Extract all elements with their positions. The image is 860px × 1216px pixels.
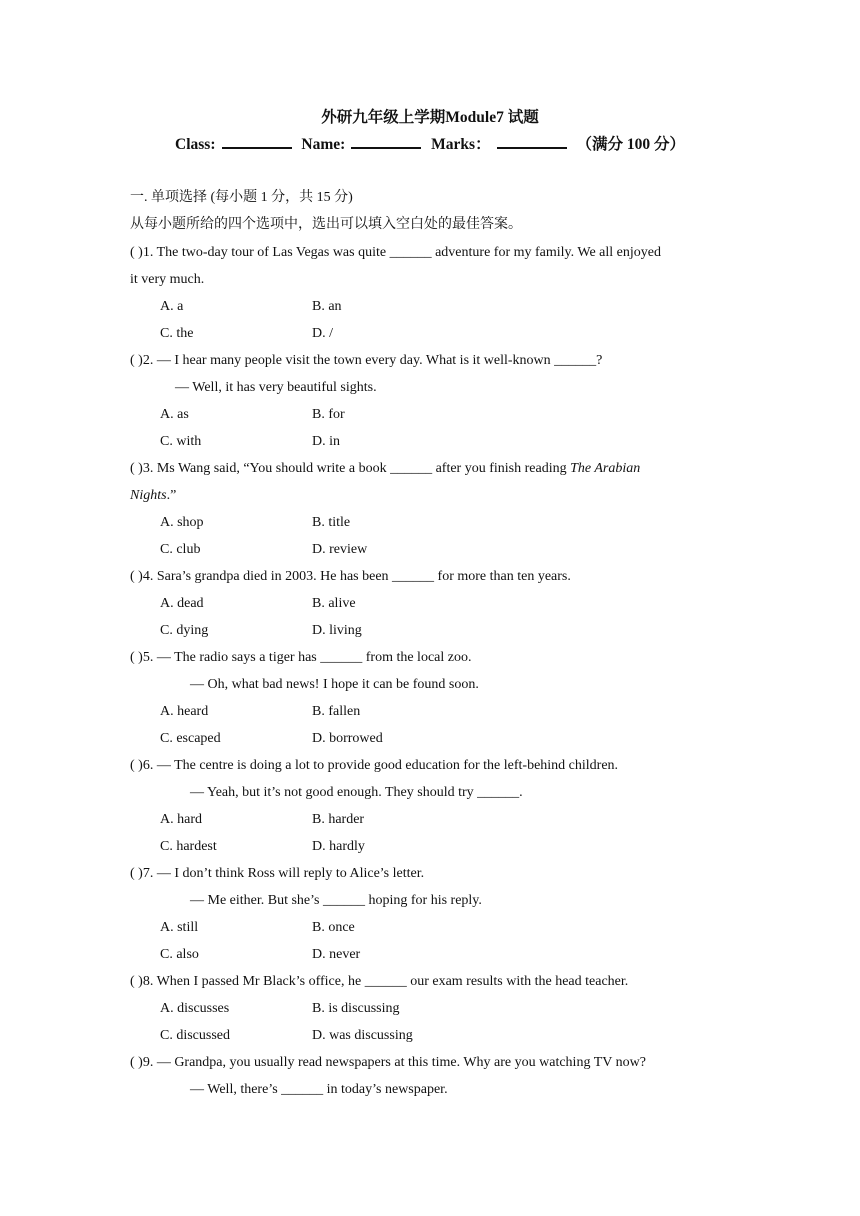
section-heading: 一. 单项选择 (每小题 1 分，共 15 分) [130, 190, 353, 205]
question-3-option-d: D. review [312, 542, 368, 557]
question-3-text: ( )3. Ms Wang said, “You should write a book ______ after you finish reading [130, 461, 571, 476]
question-5-option-b: B. fallen [312, 704, 361, 719]
question-6-option-d: D. hardly [312, 839, 365, 854]
question-6-line-2: — Yeah, but it’s not good enough. They should try ______. [190, 785, 523, 800]
question-5-option-a: A. heard [160, 704, 209, 719]
question-5-option-c: C. escaped [160, 731, 221, 746]
question-4-option-d: D. living [312, 623, 362, 638]
question-8-option-a: A. discusses [160, 1001, 230, 1016]
question-2-option-c: C. with [160, 434, 202, 449]
question-2-option-b: B. for [312, 407, 345, 422]
question-3-closing: .” [166, 488, 177, 503]
name-label: Name: [301, 136, 346, 153]
question-3-option-c: C. club [160, 542, 201, 557]
question-8-option-d: D. was discussing [312, 1028, 413, 1043]
question-4-option-a: A. dead [160, 596, 204, 611]
document-title: 外研九年级上学期Module7 试题 [321, 109, 539, 126]
question-9-line-1: ( )9. — Grandpa, you usually read newspapers at this time. Why are you watching TV now? [130, 1055, 646, 1070]
question-7-option-c: C. also [160, 947, 199, 962]
book-title-part-2: Nights [130, 488, 167, 503]
question-8-line-1: ( )8. When I passed Mr Black’s office, he ______ our exam results with the head teacher. [130, 974, 629, 989]
full-score-label: （满分 100 分） [576, 136, 685, 153]
question-7-option-a: A. still [160, 920, 199, 935]
marks-blank [497, 135, 567, 149]
question-1-option-b: B. an [312, 299, 342, 314]
question-4-line-1: ( )4. Sara’s grandpa died in 2003. He has been ______ for more than ten years. [130, 569, 571, 584]
question-6-line-1: ( )6. — The centre is doing a lot to provide good education for the left-behind children. [130, 758, 619, 773]
question-8-option-c: C. discussed [160, 1028, 230, 1043]
question-8-option-b: B. is discussing [312, 1001, 400, 1016]
class-label: Class: [175, 136, 216, 153]
question-7-line-2: — Me either. But she’s ______ hoping for his reply. [190, 893, 482, 908]
question-3-option-b: B. title [312, 515, 351, 530]
question-5-option-d: D. borrowed [312, 731, 383, 746]
question-7-line-1: ( )7. — I don’t think Ross will reply to Alice’s letter. [130, 866, 425, 881]
class-blank [222, 135, 292, 149]
question-7-option-b: B. once [312, 920, 355, 935]
question-3-option-a: A. shop [160, 515, 204, 530]
question-6-option-c: C. hardest [160, 839, 217, 854]
question-9-line-2: — Well, there’s ______ in today’s newspaper. [190, 1082, 448, 1097]
question-1-line-2: it very much. [130, 272, 205, 287]
question-6-option-b: B. harder [312, 812, 365, 827]
question-2-line-2: — Well, it has very beautiful sights. [175, 380, 377, 395]
question-4-option-b: B. alive [312, 596, 356, 611]
question-2-line-1: ( )2. — I hear many people visit the town every day. What is it well-known ______? [130, 353, 603, 368]
question-2-option-a: A. as [160, 407, 189, 422]
question-6-option-a: A. hard [160, 812, 202, 827]
question-2-option-d: D. in [312, 434, 340, 449]
question-1-option-a: A. a [160, 299, 184, 314]
student-info-row [0, 134, 860, 156]
question-5-line-2: — Oh, what bad news! I hope it can be found soon. [190, 677, 479, 692]
question-3-line-1 [130, 459, 735, 479]
name-blank [351, 135, 421, 149]
question-5-line-1: ( )5. — The radio says a tiger has ______ from the local zoo. [130, 650, 472, 665]
question-7-option-d: D. never [312, 947, 361, 962]
question-4-option-c: C. dying [160, 623, 209, 638]
marks-label: Marks： [431, 136, 491, 153]
question-1-option-d: D. / [312, 326, 333, 341]
question-1-option-c: C. the [160, 326, 194, 341]
question-1-line-1: ( )1. The two-day tour of Las Vegas was quite ______ adventure for my family. We all enjoyed [130, 245, 661, 260]
question-3-line-2 [130, 486, 735, 506]
section-instruction: 从每小题所给的四个选项中，选出可以填入空白处的最佳答案。 [130, 217, 522, 232]
book-title-part-1: The Arabian [570, 461, 641, 476]
